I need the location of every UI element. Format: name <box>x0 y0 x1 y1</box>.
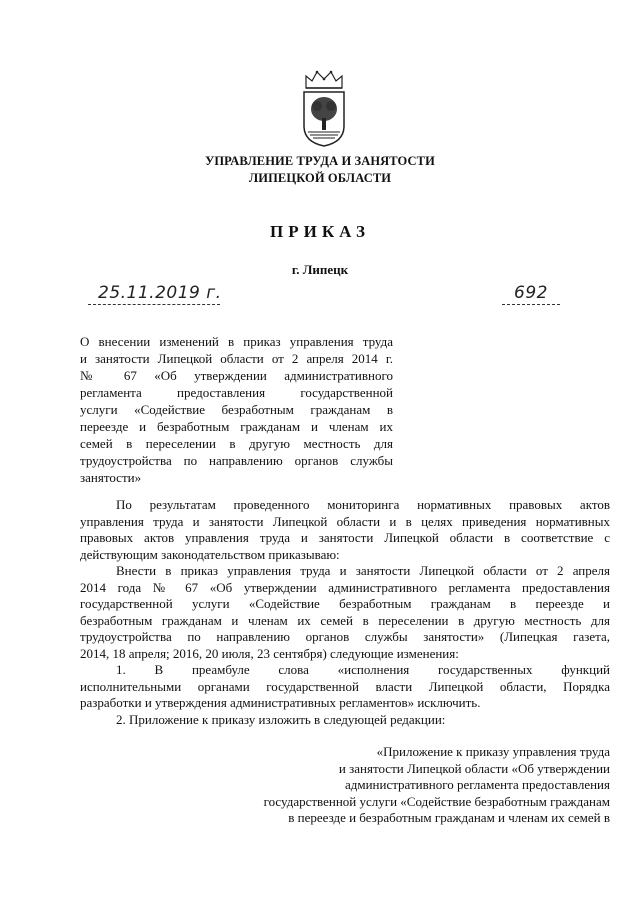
appendix-line: в переезде и безработным гражданам и членам их семей в <box>288 810 610 825</box>
appendix-line: государственной услуги «Содействие безработным гражданам <box>263 793 610 809</box>
body-line: безработным гражданам и членам их семей в переселении в другую местность для <box>80 612 610 628</box>
subject-line: № 67 «Об утверждении административного <box>80 368 393 383</box>
body-line: 2014, 18 апреля; 2016, 20 июля, 23 сентября) следующие изменения: <box>80 645 459 661</box>
document-city: г. Липецк <box>291 262 349 277</box>
appendix-line: и занятости Липецкой области «Об утверждении <box>338 760 610 776</box>
number-underline <box>502 304 560 305</box>
appendix-header <box>170 744 610 827</box>
subject-line: семей в переселении в другую местность для <box>80 436 393 451</box>
body-line: действующим законодательством приказываю: <box>80 546 340 562</box>
organization-line-2: ЛИПЕЦКОЙ ОБЛАСТИ <box>248 171 392 185</box>
organization-line-1: УПРАВЛЕНИЕ ТРУДА И ЗАНЯТОСТИ <box>205 154 435 168</box>
subject-line: трудоустройства по направлению органов службы <box>80 453 393 468</box>
body-line: По результатам проведенного мониторинга нормативных правовых актов <box>116 497 610 512</box>
handwritten-number: 692 <box>514 283 548 303</box>
body-line: 1. В преамбуле слова «исполнения государственных функций <box>116 662 610 677</box>
body-line: правовых актов управления труда и занятости Липецкой области в соответствие с <box>80 530 610 545</box>
order-subject <box>80 333 393 486</box>
appendix-line: административного регламента предоставления <box>344 777 610 792</box>
body-line: трудоустройства по направлению органов службы занятости» (Липецкая газета, <box>80 629 610 644</box>
order-body <box>80 497 610 728</box>
body-line: 2014 года № 67 «Об утверждении административного регламента предоставления <box>80 579 610 595</box>
lipetsk-coat-of-arms-icon <box>300 68 348 148</box>
handwritten-date: 25.11.2019 г. <box>98 283 222 303</box>
body-line: Внести в приказ управления труда и занятости Липецкой области от 2 апреля <box>116 563 610 578</box>
body-line: государственной услуги «Содействие безработным гражданам в переезде и <box>80 596 610 611</box>
subject-line: и занятости Липецкой области от 2 апреля 2014 г. <box>80 351 393 366</box>
appendix-line: «Приложение к приказу управления труда <box>376 744 610 759</box>
body-line: 2. Приложение к приказу изложить в следующей редакции: <box>116 711 446 727</box>
body-line: управления труда и занятости Липецкой области и в целях приведения нормативных <box>80 513 610 529</box>
document-title: ПРИКАЗ <box>270 222 370 241</box>
body-line: исполнительными органами государственной власти Липецкой области, Порядка <box>80 678 610 694</box>
body-line: разработки и утверждения административных регламентов» исключить. <box>80 695 481 710</box>
subject-line: регламента предоставления государственной <box>80 385 393 400</box>
subject-line: О внесении изменений в приказ управления труда <box>80 334 393 349</box>
subject-line: занятости» <box>80 470 142 485</box>
date-underline <box>88 304 220 305</box>
subject-line: услуги «Содействие безработным гражданам в <box>80 402 393 417</box>
organization-name <box>140 153 500 187</box>
subject-line: переезде и безработным гражданам и членам их <box>80 419 393 434</box>
